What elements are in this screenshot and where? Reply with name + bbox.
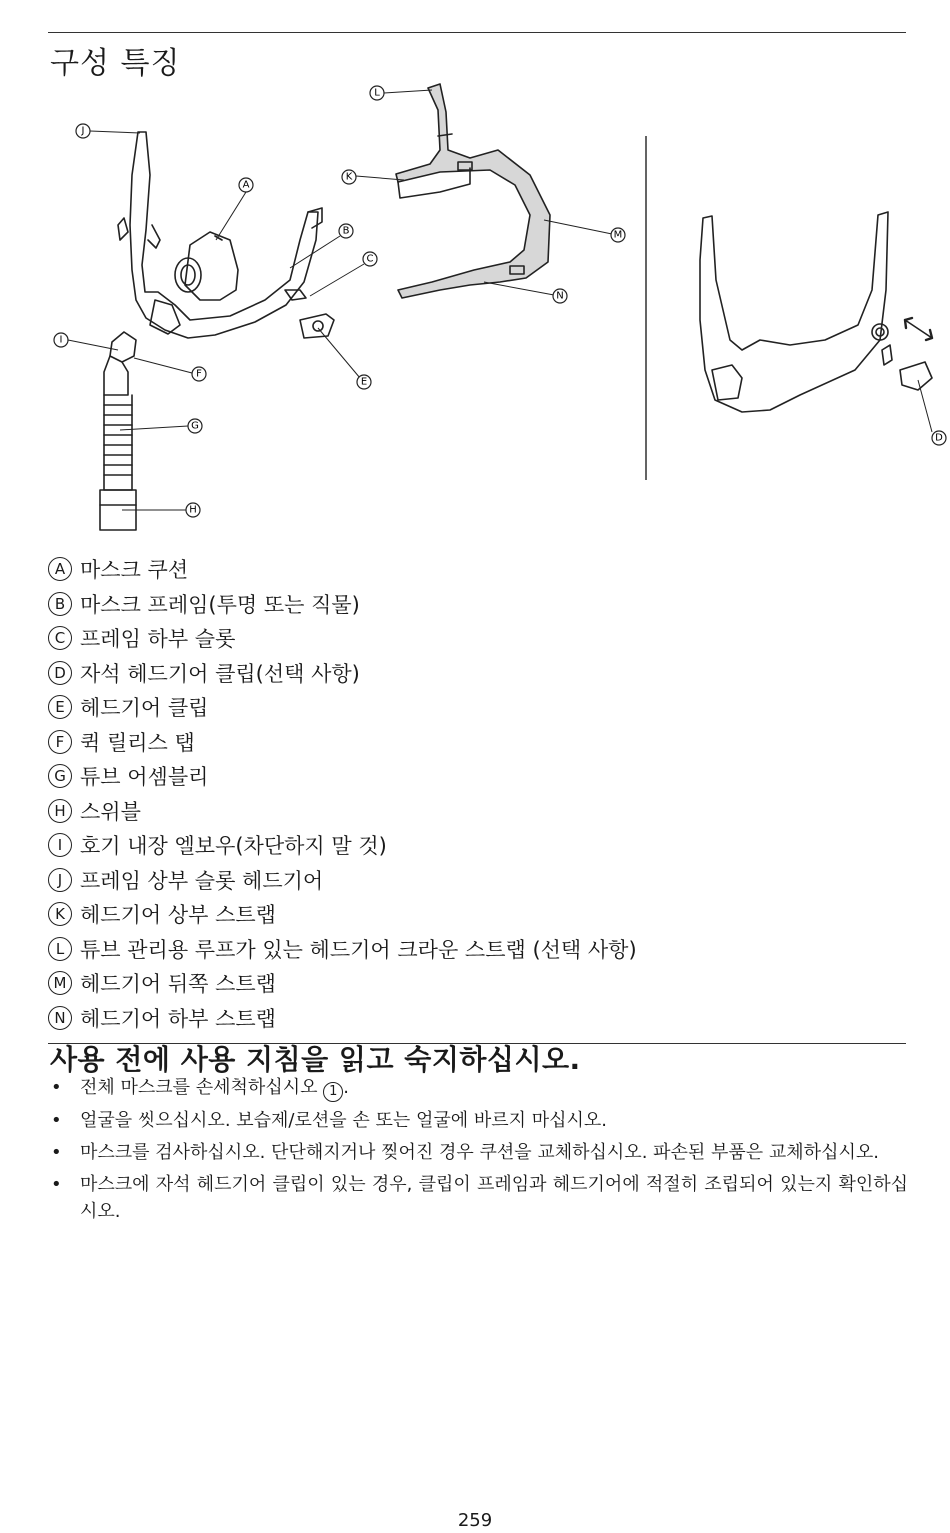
instruction-item bbox=[48, 1171, 908, 1225]
callout-l bbox=[370, 86, 384, 100]
legend-label: 헤드기어 뒤쪽 스트랩 bbox=[80, 972, 276, 997]
page-number: 259 bbox=[457, 1510, 493, 1531]
svg-text:H: H bbox=[189, 504, 197, 516]
svg-text:A: A bbox=[242, 179, 250, 191]
legend-item bbox=[48, 794, 637, 829]
legend-label: 마스크 쿠션 bbox=[80, 558, 189, 583]
callout-n bbox=[553, 289, 567, 303]
svg-text:J: J bbox=[81, 125, 85, 137]
instruction-list bbox=[48, 1074, 908, 1230]
legend-item bbox=[48, 587, 637, 622]
bullet-dot: • bbox=[51, 1141, 62, 1163]
step-reference-badge: 1 bbox=[323, 1082, 343, 1102]
callout-e bbox=[357, 375, 371, 389]
instruction-text-end: . bbox=[343, 1077, 349, 1098]
legend-item bbox=[48, 552, 637, 587]
legend-item bbox=[48, 828, 637, 863]
headgear-illustration bbox=[396, 84, 550, 298]
callout-g bbox=[188, 419, 202, 433]
callout-i bbox=[54, 333, 68, 347]
callout-f bbox=[192, 367, 206, 381]
svg-text:E: E bbox=[360, 376, 368, 388]
headgear-clip-illustration bbox=[300, 314, 334, 338]
legend-label: 헤드기어 하부 스트랩 bbox=[80, 1006, 276, 1031]
svg-text:I: I bbox=[59, 334, 63, 346]
svg-text:K: K bbox=[345, 171, 353, 183]
legend-label: 호기 내장 엘보우(차단하지 말 것) bbox=[80, 834, 387, 859]
instruction-item bbox=[48, 1139, 908, 1166]
svg-text:B: B bbox=[342, 225, 350, 237]
legend-letter-badge: L bbox=[48, 937, 72, 961]
legend-label: 스위블 bbox=[80, 799, 141, 824]
legend-item bbox=[48, 1001, 637, 1036]
instructions-heading: 사용 전에 사용 지침을 읽고 숙지하십시오. bbox=[50, 1043, 581, 1076]
svg-text:F: F bbox=[196, 368, 202, 380]
legend-item bbox=[48, 759, 637, 794]
legend-letter-badge: H bbox=[48, 799, 72, 823]
legend-label: 퀵 릴리스 탭 bbox=[80, 730, 195, 755]
magnetic-frame-illustration bbox=[700, 212, 932, 412]
svg-text:L: L bbox=[374, 87, 380, 99]
legend-letter-badge: M bbox=[48, 971, 72, 995]
legend-label: 튜브 관리용 루프가 있는 헤드기어 크라운 스트랩 (선택 사항) bbox=[80, 937, 637, 962]
legend-letter-badge: I bbox=[48, 833, 72, 857]
legend-label: 튜브 어셈블리 bbox=[80, 765, 209, 790]
legend-label: 프레임 하부 슬롯 bbox=[80, 627, 236, 652]
mask-frame-illustration bbox=[118, 132, 322, 338]
component-diagram bbox=[0, 70, 950, 550]
legend-label: 프레임 상부 슬롯 헤드기어 bbox=[80, 868, 324, 893]
svg-text:D: D bbox=[935, 432, 943, 444]
cushion-illustration bbox=[175, 232, 238, 300]
legend-letter-badge: B bbox=[48, 592, 72, 616]
instruction-text: 전체 마스크를 손세척하십시오 bbox=[80, 1077, 324, 1098]
instruction-item bbox=[48, 1074, 908, 1102]
legend-item bbox=[48, 656, 637, 691]
legend-label: 자석 헤드기어 클립(선택 사항) bbox=[80, 661, 360, 686]
legend-letter-badge: A bbox=[48, 557, 72, 581]
svg-text:C: C bbox=[366, 253, 374, 265]
legend-letter-badge: J bbox=[48, 868, 72, 892]
legend-item bbox=[48, 725, 637, 760]
legend-letter-badge: E bbox=[48, 695, 72, 719]
top-rule bbox=[48, 32, 906, 33]
instruction-item bbox=[48, 1107, 908, 1134]
bullet-dot: • bbox=[51, 1173, 62, 1195]
legend-letter-badge: N bbox=[48, 1006, 72, 1030]
callout-b bbox=[339, 224, 353, 238]
page-title: 구성 특징 bbox=[50, 46, 181, 81]
legend-label: 헤드기어 상부 스트랩 bbox=[80, 903, 276, 928]
svg-text:N: N bbox=[556, 290, 564, 302]
legend-item bbox=[48, 966, 637, 1001]
legend-letter-badge: F bbox=[48, 730, 72, 754]
legend-label: 마스크 프레임(투명 또는 직물) bbox=[80, 592, 360, 617]
legend-item bbox=[48, 863, 637, 898]
legend-letter-badge: G bbox=[48, 764, 72, 788]
callout-a bbox=[239, 178, 253, 192]
svg-text:G: G bbox=[191, 420, 199, 432]
elbow-tube-illustration bbox=[100, 332, 136, 530]
legend-item bbox=[48, 621, 637, 656]
bullet-dot: • bbox=[51, 1109, 62, 1131]
legend-letter-badge: K bbox=[48, 902, 72, 926]
legend-item bbox=[48, 932, 637, 967]
callout-d bbox=[932, 431, 946, 445]
bullet-dot: • bbox=[51, 1077, 62, 1098]
instruction-text: 마스크를 검사하십시오. 단단해지거나 찢어진 경우 쿠션을 교체하십시오. 파손된 부품은 교체하십시오. bbox=[80, 1141, 879, 1163]
legend-item bbox=[48, 897, 637, 932]
component-legend bbox=[48, 552, 637, 1035]
legend-letter-badge: C bbox=[48, 626, 72, 650]
callout-h bbox=[186, 503, 200, 517]
instruction-text: 마스크에 자석 헤드기어 클립이 있는 경우, 클립이 프레임과 헤드기어에 적절히 조립되어 있는지 확인하십시오. bbox=[80, 1173, 908, 1222]
legend-letter-badge: D bbox=[48, 661, 72, 685]
callout-m bbox=[611, 228, 625, 242]
callout-k bbox=[342, 170, 356, 184]
callout-j bbox=[76, 124, 90, 138]
instruction-text: 얼굴을 씻으십시오. 보습제/로션을 손 또는 얼굴에 바르지 마십시오. bbox=[80, 1109, 608, 1131]
callout-c bbox=[363, 252, 377, 266]
legend-item bbox=[48, 690, 637, 725]
legend-label: 헤드기어 클립 bbox=[80, 696, 209, 721]
svg-text:M: M bbox=[613, 229, 623, 241]
